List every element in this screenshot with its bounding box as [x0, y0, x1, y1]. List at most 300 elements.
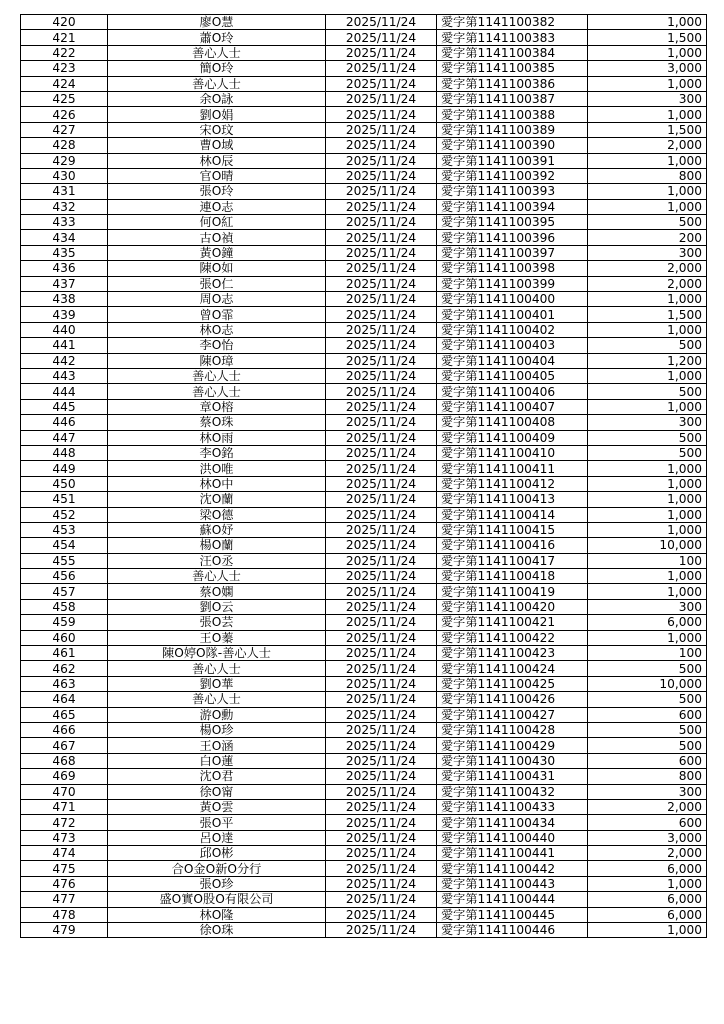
table-row	[21, 61, 707, 76]
receipt-number: 愛字第1141100404	[437, 353, 588, 368]
donation-amount: 600	[588, 753, 707, 768]
donation-date: 2025/11/24	[326, 184, 437, 199]
row-number: 428	[21, 138, 108, 153]
table-row	[21, 799, 707, 814]
receipt-number: 愛字第1141100406	[437, 384, 588, 399]
receipt-number: 愛字第1141100414	[437, 507, 588, 522]
row-number: 479	[21, 923, 108, 938]
donation-amount: 2,000	[588, 846, 707, 861]
table-row	[21, 476, 707, 491]
table-row	[21, 168, 707, 183]
donor-name: 沈O君	[108, 769, 326, 784]
row-number: 421	[21, 30, 108, 45]
donation-date: 2025/11/24	[326, 861, 437, 876]
donor-name: 劉O云	[108, 599, 326, 614]
donor-name: 陳O婷O隊-善心人士	[108, 646, 326, 661]
donation-amount: 500	[588, 338, 707, 353]
donation-date: 2025/11/24	[326, 415, 437, 430]
donation-amount: 800	[588, 168, 707, 183]
donation-amount: 6,000	[588, 615, 707, 630]
donation-amount: 500	[588, 738, 707, 753]
table-row	[21, 384, 707, 399]
row-number: 457	[21, 584, 108, 599]
receipt-number: 愛字第1141100393	[437, 184, 588, 199]
receipt-number: 愛字第1141100413	[437, 492, 588, 507]
table-row	[21, 91, 707, 106]
donor-name: 曾O霏	[108, 307, 326, 322]
donation-date: 2025/11/24	[326, 615, 437, 630]
donor-name: 李O銘	[108, 445, 326, 460]
receipt-number: 愛字第1141100389	[437, 122, 588, 137]
receipt-number: 愛字第1141100391	[437, 153, 588, 168]
donor-name: 陳O如	[108, 261, 326, 276]
donation-amount: 1,000	[588, 569, 707, 584]
donor-name: 張O芸	[108, 615, 326, 630]
receipt-number: 愛字第1141100410	[437, 445, 588, 460]
donation-date: 2025/11/24	[326, 368, 437, 383]
receipt-number: 愛字第1141100430	[437, 753, 588, 768]
donation-table	[20, 14, 707, 938]
receipt-number: 愛字第1141100442	[437, 861, 588, 876]
row-number: 453	[21, 522, 108, 537]
table-row	[21, 661, 707, 676]
donation-date: 2025/11/24	[326, 722, 437, 737]
table-row	[21, 215, 707, 230]
donor-name: 合O金O新O分行	[108, 861, 326, 876]
receipt-number: 愛字第1141100390	[437, 138, 588, 153]
row-number: 474	[21, 846, 108, 861]
donation-amount: 300	[588, 245, 707, 260]
donor-name: 善心人士	[108, 661, 326, 676]
donation-date: 2025/11/24	[326, 276, 437, 291]
donation-date: 2025/11/24	[326, 646, 437, 661]
donor-name: 白O蓮	[108, 753, 326, 768]
table-row	[21, 353, 707, 368]
table-row	[21, 923, 707, 938]
donation-date: 2025/11/24	[326, 923, 437, 938]
table-row	[21, 630, 707, 645]
row-number: 422	[21, 45, 108, 60]
donor-name: 簡O玲	[108, 61, 326, 76]
table-row	[21, 676, 707, 691]
row-number: 454	[21, 538, 108, 553]
row-number: 429	[21, 153, 108, 168]
donor-name: 張O平	[108, 815, 326, 830]
row-number: 431	[21, 184, 108, 199]
donation-amount: 1,000	[588, 199, 707, 214]
table-row	[21, 45, 707, 60]
receipt-number: 愛字第1141100387	[437, 91, 588, 106]
table-row	[21, 430, 707, 445]
donation-amount: 1,000	[588, 923, 707, 938]
table-row	[21, 461, 707, 476]
donation-amount: 500	[588, 384, 707, 399]
receipt-number: 愛字第1141100384	[437, 45, 588, 60]
donation-date: 2025/11/24	[326, 799, 437, 814]
donor-name: 梁O德	[108, 507, 326, 522]
donor-name: 官O晴	[108, 168, 326, 183]
donor-name: 林O志	[108, 322, 326, 337]
donation-amount: 3,000	[588, 830, 707, 845]
table-row	[21, 307, 707, 322]
table-row	[21, 722, 707, 737]
donation-amount: 100	[588, 646, 707, 661]
receipt-number: 愛字第1141100412	[437, 476, 588, 491]
row-number: 451	[21, 492, 108, 507]
row-number: 478	[21, 907, 108, 922]
row-number: 455	[21, 553, 108, 568]
donation-amount: 1,200	[588, 353, 707, 368]
donation-date: 2025/11/24	[326, 430, 437, 445]
donor-name: 李O怡	[108, 338, 326, 353]
row-number: 462	[21, 661, 108, 676]
donor-name: 林O辰	[108, 153, 326, 168]
table-row	[21, 646, 707, 661]
donation-date: 2025/11/24	[326, 538, 437, 553]
donation-amount: 1,000	[588, 76, 707, 91]
donation-amount: 600	[588, 707, 707, 722]
donation-amount: 3,000	[588, 61, 707, 76]
donation-amount: 6,000	[588, 892, 707, 907]
donation-date: 2025/11/24	[326, 15, 437, 30]
row-number: 440	[21, 322, 108, 337]
table-row	[21, 522, 707, 537]
donor-name: 林O隆	[108, 907, 326, 922]
donation-amount: 300	[588, 784, 707, 799]
donation-amount: 500	[588, 722, 707, 737]
receipt-number: 愛字第1141100425	[437, 676, 588, 691]
receipt-number: 愛字第1141100394	[437, 199, 588, 214]
donation-date: 2025/11/24	[326, 399, 437, 414]
donor-name: 蕭O玲	[108, 30, 326, 45]
donation-date: 2025/11/24	[326, 168, 437, 183]
donor-name: 游O勳	[108, 707, 326, 722]
table-row	[21, 569, 707, 584]
donor-name: 章O榕	[108, 399, 326, 414]
donation-amount: 500	[588, 215, 707, 230]
receipt-number: 愛字第1141100383	[437, 30, 588, 45]
donation-amount: 1,000	[588, 507, 707, 522]
receipt-number: 愛字第1141100424	[437, 661, 588, 676]
receipt-number: 愛字第1141100431	[437, 769, 588, 784]
receipt-number: 愛字第1141100427	[437, 707, 588, 722]
receipt-number: 愛字第1141100385	[437, 61, 588, 76]
table-row	[21, 399, 707, 414]
donor-name: 楊O珍	[108, 722, 326, 737]
donation-amount: 1,000	[588, 630, 707, 645]
donation-amount: 1,000	[588, 584, 707, 599]
donation-date: 2025/11/24	[326, 492, 437, 507]
donation-amount: 10,000	[588, 538, 707, 553]
row-number: 470	[21, 784, 108, 799]
donor-name: 蔡O嫻	[108, 584, 326, 599]
table-row	[21, 615, 707, 630]
donor-name: 古O禎	[108, 230, 326, 245]
receipt-number: 愛字第1141100441	[437, 846, 588, 861]
row-number: 439	[21, 307, 108, 322]
table-row	[21, 15, 707, 30]
donation-date: 2025/11/24	[326, 91, 437, 106]
receipt-number: 愛字第1141100408	[437, 415, 588, 430]
receipt-number: 愛字第1141100434	[437, 815, 588, 830]
donation-date: 2025/11/24	[326, 784, 437, 799]
row-number: 432	[21, 199, 108, 214]
donation-date: 2025/11/24	[326, 692, 437, 707]
receipt-number: 愛字第1141100399	[437, 276, 588, 291]
donor-name: 汪O丞	[108, 553, 326, 568]
donation-amount: 300	[588, 415, 707, 430]
donation-date: 2025/11/24	[326, 261, 437, 276]
receipt-number: 愛字第1141100418	[437, 569, 588, 584]
receipt-number: 愛字第1141100443	[437, 876, 588, 891]
row-number: 476	[21, 876, 108, 891]
donation-date: 2025/11/24	[326, 230, 437, 245]
receipt-number: 愛字第1141100400	[437, 292, 588, 307]
donation-date: 2025/11/24	[326, 769, 437, 784]
donation-amount: 1,000	[588, 292, 707, 307]
receipt-number: 愛字第1141100392	[437, 168, 588, 183]
donor-name: 徐O珠	[108, 923, 326, 938]
donation-table-body	[21, 15, 707, 938]
receipt-number: 愛字第1141100398	[437, 261, 588, 276]
donor-name: 蔡O珠	[108, 415, 326, 430]
table-row	[21, 338, 707, 353]
table-row	[21, 753, 707, 768]
donation-date: 2025/11/24	[326, 476, 437, 491]
donation-date: 2025/11/24	[326, 138, 437, 153]
table-row	[21, 368, 707, 383]
table-row	[21, 553, 707, 568]
donation-date: 2025/11/24	[326, 661, 437, 676]
table-row	[21, 861, 707, 876]
table-row	[21, 76, 707, 91]
donor-name: 呂O達	[108, 830, 326, 845]
row-number: 456	[21, 569, 108, 584]
donor-name: 王O蓁	[108, 630, 326, 645]
donation-amount: 2,000	[588, 276, 707, 291]
receipt-number: 愛字第1141100445	[437, 907, 588, 922]
table-row	[21, 30, 707, 45]
row-number: 430	[21, 168, 108, 183]
table-row	[21, 830, 707, 845]
receipt-number: 愛字第1141100386	[437, 76, 588, 91]
table-row	[21, 122, 707, 137]
receipt-number: 愛字第1141100440	[437, 830, 588, 845]
donation-date: 2025/11/24	[326, 830, 437, 845]
donation-date: 2025/11/24	[326, 584, 437, 599]
row-number: 472	[21, 815, 108, 830]
donation-amount: 1,000	[588, 153, 707, 168]
receipt-number: 愛字第1141100433	[437, 799, 588, 814]
row-number: 461	[21, 646, 108, 661]
donor-name: 邱O彬	[108, 846, 326, 861]
donor-name: 善心人士	[108, 569, 326, 584]
receipt-number: 愛字第1141100426	[437, 692, 588, 707]
receipt-number: 愛字第1141100417	[437, 553, 588, 568]
donor-name: 徐O甯	[108, 784, 326, 799]
donor-name: 善心人士	[108, 76, 326, 91]
donation-date: 2025/11/24	[326, 630, 437, 645]
receipt-number: 愛字第1141100420	[437, 599, 588, 614]
row-number: 464	[21, 692, 108, 707]
table-row	[21, 230, 707, 245]
table-row	[21, 784, 707, 799]
table-row	[21, 261, 707, 276]
receipt-number: 愛字第1141100432	[437, 784, 588, 799]
receipt-number: 愛字第1141100407	[437, 399, 588, 414]
donation-date: 2025/11/24	[326, 738, 437, 753]
donation-amount: 1,000	[588, 461, 707, 476]
row-number: 424	[21, 76, 108, 91]
row-number: 463	[21, 676, 108, 691]
donation-amount: 1,000	[588, 492, 707, 507]
donor-name: 善心人士	[108, 45, 326, 60]
donor-name: 楊O蘭	[108, 538, 326, 553]
row-number: 468	[21, 753, 108, 768]
donor-name: 善心人士	[108, 384, 326, 399]
donation-amount: 10,000	[588, 676, 707, 691]
row-number: 473	[21, 830, 108, 845]
row-number: 445	[21, 399, 108, 414]
row-number: 460	[21, 630, 108, 645]
donation-date: 2025/11/24	[326, 892, 437, 907]
donor-name: 宋O玟	[108, 122, 326, 137]
table-row	[21, 245, 707, 260]
table-row	[21, 292, 707, 307]
donation-amount: 1,000	[588, 876, 707, 891]
table-row	[21, 815, 707, 830]
receipt-number: 愛字第1141100429	[437, 738, 588, 753]
donation-date: 2025/11/24	[326, 122, 437, 137]
donation-date: 2025/11/24	[326, 507, 437, 522]
donor-name: 何O紅	[108, 215, 326, 230]
row-number: 452	[21, 507, 108, 522]
row-number: 469	[21, 769, 108, 784]
donation-amount: 300	[588, 91, 707, 106]
donation-date: 2025/11/24	[326, 245, 437, 260]
table-row	[21, 846, 707, 861]
donation-list-page	[20, 14, 706, 938]
row-number: 458	[21, 599, 108, 614]
row-number: 443	[21, 368, 108, 383]
row-number: 438	[21, 292, 108, 307]
donation-amount: 500	[588, 430, 707, 445]
donor-name: 張O仁	[108, 276, 326, 291]
table-row	[21, 276, 707, 291]
receipt-number: 愛字第1141100405	[437, 368, 588, 383]
row-number: 467	[21, 738, 108, 753]
donor-name: 林O中	[108, 476, 326, 491]
table-row	[21, 199, 707, 214]
receipt-number: 愛字第1141100382	[437, 15, 588, 30]
donation-amount: 300	[588, 599, 707, 614]
receipt-number: 愛字第1141100401	[437, 307, 588, 322]
row-number: 420	[21, 15, 108, 30]
receipt-number: 愛字第1141100444	[437, 892, 588, 907]
donor-name: 沈O蘭	[108, 492, 326, 507]
row-number: 465	[21, 707, 108, 722]
row-number: 446	[21, 415, 108, 430]
donation-date: 2025/11/24	[326, 445, 437, 460]
donation-amount: 800	[588, 769, 707, 784]
donor-name: 張O珍	[108, 876, 326, 891]
row-number: 433	[21, 215, 108, 230]
donation-date: 2025/11/24	[326, 522, 437, 537]
receipt-number: 愛字第1141100421	[437, 615, 588, 630]
donation-amount: 1,000	[588, 522, 707, 537]
table-row	[21, 538, 707, 553]
donation-amount: 1,000	[588, 399, 707, 414]
donor-name: 陳O璋	[108, 353, 326, 368]
table-row	[21, 138, 707, 153]
donation-date: 2025/11/24	[326, 76, 437, 91]
donation-date: 2025/11/24	[326, 553, 437, 568]
donation-amount: 500	[588, 661, 707, 676]
table-row	[21, 707, 707, 722]
table-row	[21, 322, 707, 337]
table-row	[21, 107, 707, 122]
donation-amount: 200	[588, 230, 707, 245]
donation-amount: 500	[588, 692, 707, 707]
donation-amount: 2,000	[588, 799, 707, 814]
donation-date: 2025/11/24	[326, 907, 437, 922]
row-number: 437	[21, 276, 108, 291]
donor-name: 蘇O妤	[108, 522, 326, 537]
receipt-number: 愛字第1141100446	[437, 923, 588, 938]
row-number: 442	[21, 353, 108, 368]
donation-amount: 6,000	[588, 907, 707, 922]
donation-date: 2025/11/24	[326, 199, 437, 214]
donor-name: 連O志	[108, 199, 326, 214]
donation-date: 2025/11/24	[326, 307, 437, 322]
receipt-number: 愛字第1141100419	[437, 584, 588, 599]
table-row	[21, 892, 707, 907]
table-row	[21, 507, 707, 522]
row-number: 475	[21, 861, 108, 876]
receipt-number: 愛字第1141100395	[437, 215, 588, 230]
donation-amount: 1,500	[588, 30, 707, 45]
donation-amount: 2,000	[588, 138, 707, 153]
row-number: 447	[21, 430, 108, 445]
row-number: 426	[21, 107, 108, 122]
row-number: 435	[21, 245, 108, 260]
donation-amount: 1,500	[588, 122, 707, 137]
donation-amount: 1,000	[588, 368, 707, 383]
table-row	[21, 445, 707, 460]
receipt-number: 愛字第1141100402	[437, 322, 588, 337]
donation-amount: 1,000	[588, 322, 707, 337]
row-number: 477	[21, 892, 108, 907]
donor-name: 曹O域	[108, 138, 326, 153]
donation-amount: 600	[588, 815, 707, 830]
donation-amount: 1,000	[588, 184, 707, 199]
table-row	[21, 907, 707, 922]
row-number: 434	[21, 230, 108, 245]
row-number: 425	[21, 91, 108, 106]
donation-amount: 100	[588, 553, 707, 568]
donor-name: 廖O慧	[108, 15, 326, 30]
donation-date: 2025/11/24	[326, 753, 437, 768]
table-row	[21, 153, 707, 168]
donor-name: 善心人士	[108, 692, 326, 707]
table-row	[21, 584, 707, 599]
donation-date: 2025/11/24	[326, 876, 437, 891]
row-number: 459	[21, 615, 108, 630]
donation-date: 2025/11/24	[326, 292, 437, 307]
table-row	[21, 492, 707, 507]
donation-date: 2025/11/24	[326, 599, 437, 614]
donation-amount: 1,000	[588, 107, 707, 122]
